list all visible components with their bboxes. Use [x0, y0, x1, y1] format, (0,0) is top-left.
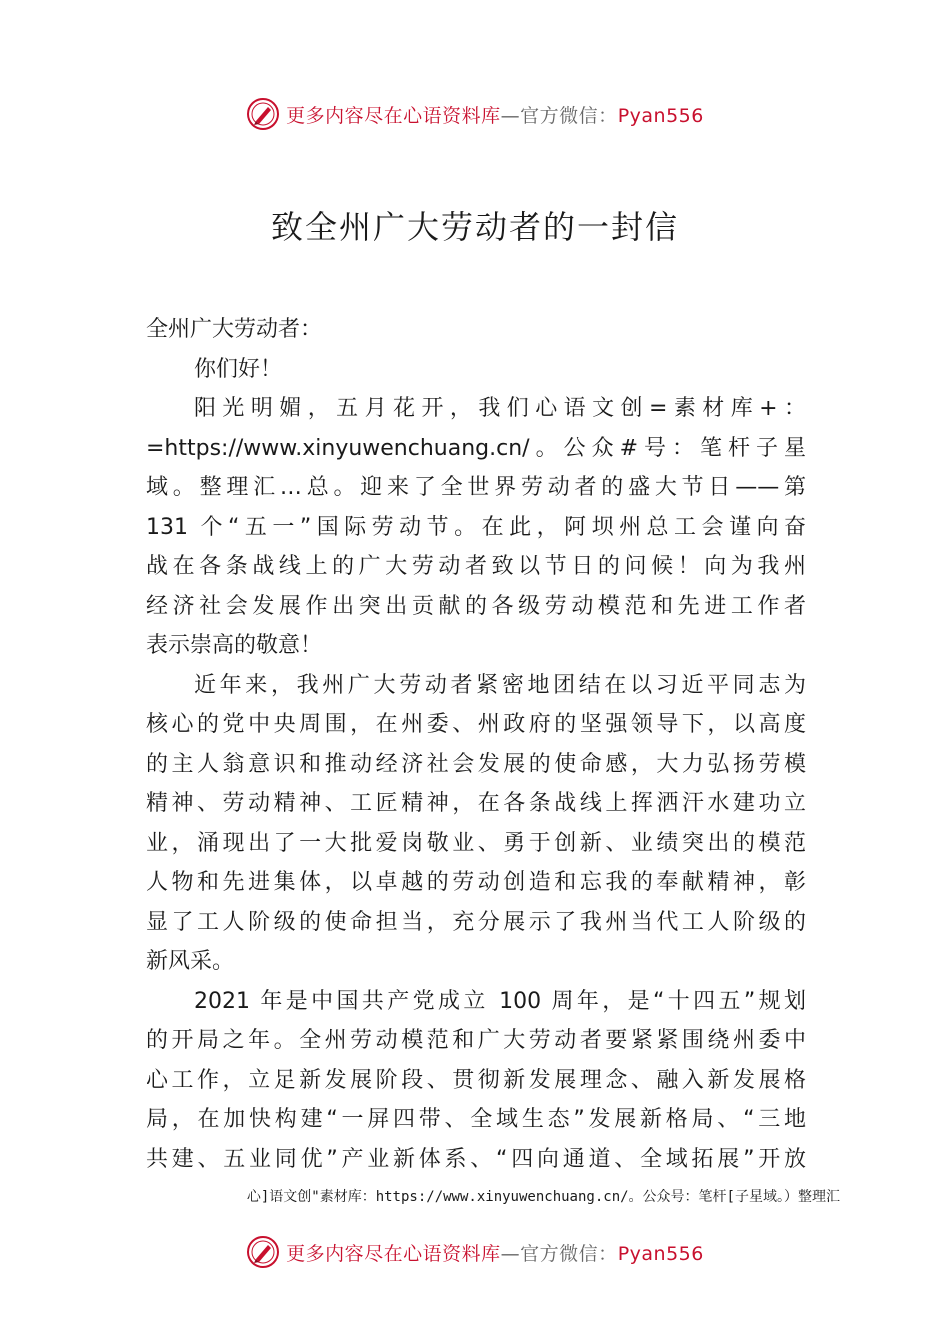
banner-wechat-account: Pyan556	[617, 104, 704, 127]
banner-wechat-label: 官方微信：	[520, 1242, 618, 1265]
body-line: =https://www.xinyuwenchuang.cn/。公众#号：笔杆子星	[146, 435, 806, 461]
pen-nib-seal-icon	[246, 1235, 280, 1269]
banner-brand: 更多内容尽在心语资料库	[286, 1242, 501, 1265]
body-line: 表示崇高的敬意！	[146, 633, 323, 658]
body-line: 2021 年是中国共产党成立 100 周年，是“十四五”规划	[194, 988, 806, 1014]
body-line: 域。整理汇…总。迎来了全世界劳动者的盛大节日——第	[146, 475, 806, 500]
banner-wechat-label: 官方微信：	[520, 104, 618, 127]
banner-brand: 更多内容尽在心语资料库	[286, 104, 501, 127]
body-line: 131 个“五一”国际劳动节。在此，阿坝州总工会谨向奋	[146, 514, 806, 540]
body-line: 经济社会发展作出突出贡献的各级劳动模范和先进工作者	[146, 593, 806, 619]
body-line: 局，在加快构建“一屏四带、全域生态”发展新格局、“三地	[146, 1107, 806, 1132]
salutation-line: 全州广大劳动者：	[146, 317, 323, 342]
body-line: 的开局之年。全州劳动模范和广大劳动者要紧紧围绕州委中	[146, 1028, 806, 1053]
pen-nib-seal-icon	[246, 97, 280, 131]
body-line: 阳光明媚，五月花开，我们心语文创=素材库+：	[194, 396, 806, 421]
banner-wechat-account: Pyan556	[617, 1242, 704, 1265]
body-line: 人物和先进集体，以卓越的劳动创造和忘我的奉献精神，彰	[146, 870, 806, 895]
body-line: 核心的党中央周围，在州委、州政府的坚强领导下，以高度	[146, 712, 806, 737]
footer-note: 心]语文创"素材库：https://www.xinyuwenchuang.cn/。公众号：笔杆[子星域。）整理汇	[246, 1189, 840, 1205]
body-line: 精神、劳动精神、工匠精神，在各条战线上挥洒汗水建功立	[146, 791, 806, 816]
footer-banner	[0, 1232, 950, 1272]
body-line: 心工作，立足新发展阶段、贯彻新发展理念、融入新发展格	[146, 1067, 806, 1093]
document-title: 致全州广大劳动者的一封信	[270, 208, 679, 246]
header-banner	[0, 94, 950, 134]
body-line: 共建、五业同优”产业新体系、“四向通道、全域拓展”开放	[146, 1146, 806, 1172]
greeting-line: 你们好！	[194, 356, 283, 382]
banner-separator: —	[500, 1242, 521, 1265]
banner-text	[286, 1239, 704, 1266]
banner-separator: —	[500, 104, 521, 127]
body-line: 业，涌现出了一大批爱岗敬业、勇于创新、业绩突出的模范	[146, 830, 806, 856]
body-line: 的主人翁意识和推动经济社会发展的使命感，大力弘扬劳模	[146, 751, 806, 777]
body-line: 战在各条战线上的广大劳动者致以节日的问候！向为我州	[146, 554, 806, 579]
banner-text	[286, 101, 704, 128]
body-line: 显了工人阶级的使命担当，充分展示了我州当代工人阶级的	[146, 909, 806, 935]
body-line: 新风采。	[146, 949, 235, 974]
letter-body	[146, 310, 806, 1179]
body-line: 近年来，我州广大劳动者紧密地团结在以习近平同志为	[194, 672, 806, 698]
